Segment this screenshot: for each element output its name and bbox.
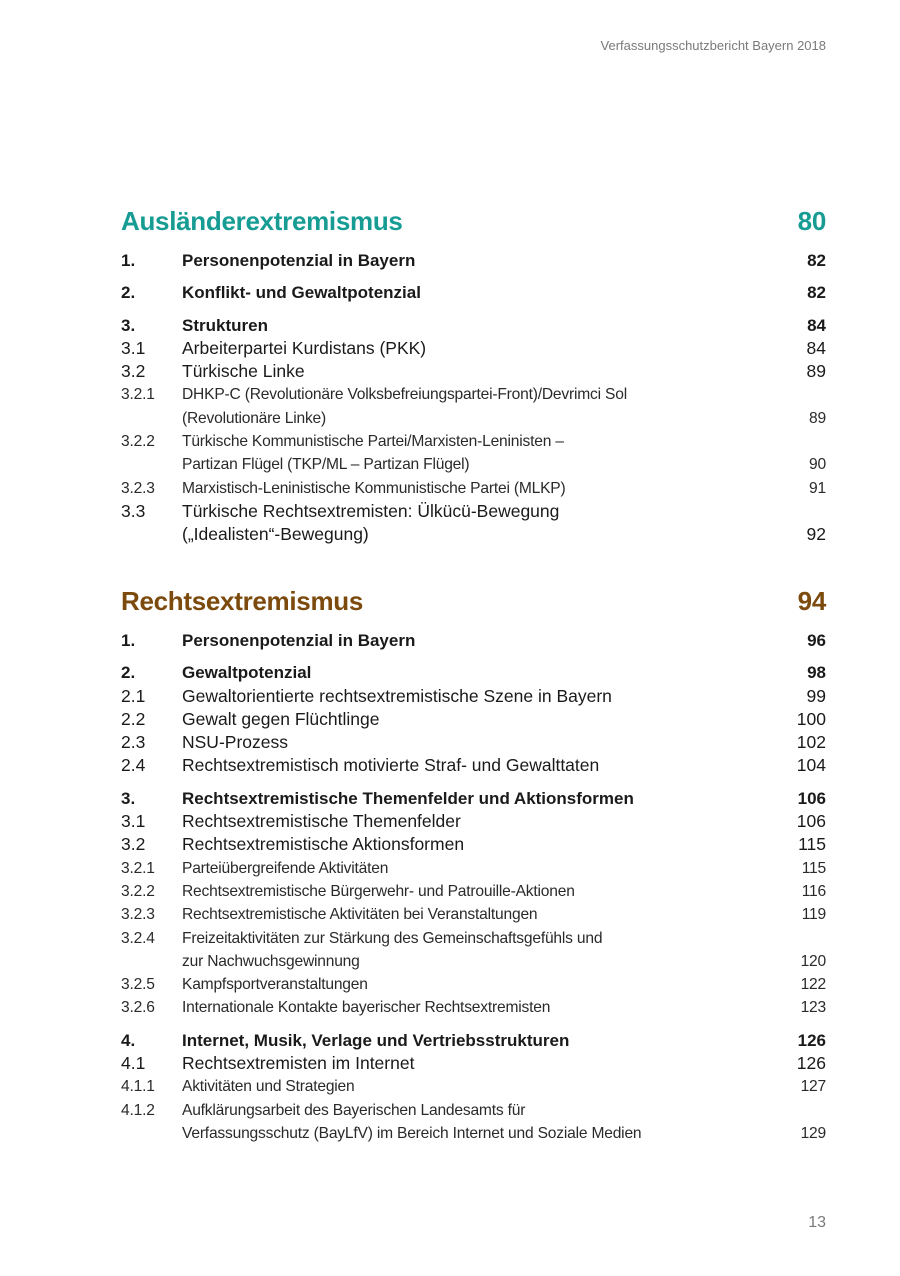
toc-entry[interactable] [121, 973, 826, 996]
entry-page: 82 [807, 251, 826, 270]
toc-entry[interactable] [121, 1099, 826, 1146]
entry-title-line: Rechtsextremisten im Internet [182, 1053, 415, 1074]
entry-title-line: Türkische Rechtsextremisten: Ülkücü-Bewegung [182, 500, 560, 521]
toc-group [121, 249, 826, 272]
entry-title [182, 857, 766, 880]
entry-title [182, 810, 766, 833]
entry-page: 99 [806, 685, 826, 706]
entry-title [182, 973, 766, 996]
entry-title [182, 661, 766, 684]
toc-entry[interactable] [121, 629, 826, 652]
entry-title-line: Rechtsextremistische Bürgerwehr- und Patrouille-Aktionen [182, 882, 575, 900]
toc-entry[interactable] [121, 754, 826, 777]
entry-number: 3.1 [121, 811, 146, 832]
toc-entry[interactable] [121, 810, 826, 833]
entry-title [182, 314, 766, 337]
entry-title [182, 927, 766, 974]
toc-entry[interactable] [121, 880, 826, 903]
entry-title-line: Personenpotenzial in Bayern [182, 631, 416, 650]
entry-title [182, 383, 766, 430]
entry-title-line: (Revolutionäre Linke) [182, 409, 327, 427]
entry-title [182, 500, 766, 547]
entry-number: 4. [121, 1030, 136, 1050]
entry-title-line: Konflikt- und Gewaltpotenzial [182, 283, 421, 303]
entry-number: 4.1.2 [121, 1101, 155, 1119]
entry-number: 3. [121, 788, 136, 808]
toc-entry[interactable] [121, 833, 826, 856]
entry-title [182, 685, 766, 708]
entry-page: 102 [796, 732, 826, 753]
entry-page: 127 [800, 1078, 826, 1096]
entry-number: 3.2.4 [121, 929, 155, 947]
entry-number: 4.1 [121, 1053, 146, 1074]
entry-page: 89 [809, 409, 826, 427]
entry-title-line: Internationale Kontakte bayerischer Rechtsextremisten [182, 999, 551, 1017]
entry-title [182, 1052, 766, 1075]
entry-number: 1. [121, 251, 136, 270]
entry-title [182, 430, 766, 477]
toc-entry[interactable] [121, 661, 826, 684]
section-page: 94 [797, 586, 826, 616]
entry-title-line: Strukturen [182, 315, 268, 335]
entry-title-line: Rechtsextremistische Aktivitäten bei Veranstaltungen [182, 906, 538, 924]
entry-number: 3.2.5 [121, 976, 155, 994]
entry-page: 106 [796, 811, 826, 832]
entry-title-line: Rechtsextremistische Aktionsformen [182, 834, 465, 855]
entry-number: 3.2.3 [121, 479, 155, 497]
section-heading[interactable] [121, 584, 826, 618]
entry-title [182, 1029, 766, 1052]
toc-entry[interactable] [121, 927, 826, 974]
entry-number: 3.3 [121, 500, 146, 521]
entry-title-line: Parteiübergreifende Aktivitäten [182, 859, 389, 877]
section-heading[interactable] [121, 204, 826, 238]
entry-title [182, 787, 766, 810]
entry-page: 84 [807, 315, 826, 335]
entry-title-line: Freizeitaktivitäten zur Stärkung des Gemeinschaftsgefühls und [182, 929, 603, 947]
entry-page: 89 [806, 361, 826, 382]
toc-entry[interactable] [121, 500, 826, 547]
entry-title-line: Arbeiterpartei Kurdistans (PKK) [182, 337, 427, 358]
toc-entry[interactable] [121, 430, 826, 477]
toc-entry[interactable] [121, 857, 826, 880]
entry-page: 119 [801, 906, 826, 924]
toc-entry[interactable] [121, 1029, 826, 1052]
toc-group [121, 787, 826, 1020]
entry-title-line: Rechtsextremistisch motivierte Straf- und Gewalttaten [182, 755, 600, 776]
entry-title [182, 360, 766, 383]
entry-number: 3.2.6 [121, 999, 155, 1017]
entry-title-line: zur Nachwuchsgewinnung [182, 952, 360, 970]
entry-page: 115 [798, 834, 826, 855]
section-title: Ausländerextremismus [121, 206, 403, 236]
entry-number: 2.3 [121, 732, 146, 753]
toc-group [121, 281, 826, 304]
toc-entry[interactable] [121, 249, 826, 272]
running-header: Verfassungsschutzbericht Bayern 2018 [600, 38, 826, 53]
entry-page: 96 [807, 631, 826, 650]
entry-page: 115 [801, 859, 826, 877]
entry-title [182, 477, 766, 500]
entry-number: 2. [121, 283, 136, 303]
entry-title-line: Kampfsportveranstaltungen [182, 976, 368, 994]
entry-title-line: Personenpotenzial in Bayern [182, 251, 416, 270]
entry-page: 100 [796, 708, 826, 729]
entry-title-line: („Idealisten“-Bewegung) [182, 524, 369, 545]
entry-title-line: Rechtsextremistische Themenfelder und Aktionsformen [182, 788, 634, 808]
entry-number: 2.2 [121, 708, 146, 729]
entry-page: 126 [796, 1053, 826, 1074]
entry-page: 84 [806, 337, 826, 358]
toc-group [121, 1029, 826, 1145]
entry-page: 116 [801, 882, 826, 900]
entry-title [182, 629, 766, 652]
entry-title-line: Gewaltpotenzial [182, 663, 312, 683]
toc-entry[interactable] [121, 787, 826, 810]
entry-number: 3.1 [121, 337, 146, 358]
toc-entry[interactable] [121, 685, 826, 708]
entry-title [182, 337, 766, 360]
toc-entry[interactable] [121, 337, 826, 360]
entry-title-line: Verfassungsschutz (BayLfV) im Bereich Internet und Soziale Medien [182, 1124, 642, 1142]
section-title: Rechtsextremismus [121, 586, 364, 616]
toc-section-rechtsextremismus [121, 584, 826, 1154]
entry-page: 90 [809, 456, 826, 474]
entry-title-line: Internet, Musik, Verlage und Vertriebsstrukturen [182, 1030, 570, 1050]
entry-title [182, 1075, 766, 1098]
toc-entry[interactable] [121, 996, 826, 1019]
entry-number: 3.2.2 [121, 882, 155, 900]
toc-entry[interactable] [121, 1052, 826, 1075]
entry-title-line: Türkische Linke [182, 361, 305, 382]
entry-title-line: NSU-Prozess [182, 732, 288, 753]
entry-title [182, 731, 766, 754]
entry-page: 122 [800, 976, 826, 994]
entry-title [182, 281, 766, 304]
toc-entry[interactable] [121, 731, 826, 754]
toc-group [121, 661, 826, 777]
entry-page: 126 [797, 1030, 826, 1050]
toc-section-auslaenderextremismus [121, 204, 826, 556]
entry-title [182, 833, 766, 856]
entry-title-line: Marxistisch-Leninistische Kommunistische Partei (MLKP) [182, 479, 566, 497]
entry-title [182, 754, 766, 777]
entry-number: 3.2.1 [121, 859, 155, 877]
toc-entry[interactable] [121, 281, 826, 304]
entry-title [182, 903, 766, 926]
entry-title-line: Aktivitäten und Strategien [182, 1078, 355, 1096]
entry-title [182, 708, 766, 731]
section-page: 80 [797, 206, 826, 236]
entry-title [182, 1099, 766, 1146]
entry-number: 2.4 [121, 755, 146, 776]
entry-title-line: Rechtsextremistische Themenfelder [182, 811, 461, 832]
entry-page: 104 [796, 755, 826, 776]
entry-title-line: Gewaltorientierte rechtsextremistische Szene in Bayern [182, 685, 612, 706]
entry-number: 3.2 [121, 834, 146, 855]
entry-page: 91 [809, 479, 826, 497]
toc-entry[interactable] [121, 314, 826, 337]
entry-title-line: Gewalt gegen Flüchtlinge [182, 708, 380, 729]
entry-number: 1. [121, 631, 136, 650]
entry-title-line: Partizan Flügel (TKP/ML – Partizan Flügel) [182, 456, 470, 474]
entry-page: 123 [800, 999, 826, 1017]
entry-number: 3.2.1 [121, 386, 155, 404]
entry-title [182, 996, 766, 1019]
toc-entry[interactable] [121, 1075, 826, 1098]
entry-number: 3.2 [121, 361, 146, 382]
entry-page: 129 [800, 1124, 826, 1142]
toc-group [121, 629, 826, 652]
toc-group [121, 314, 826, 547]
toc-entry[interactable] [121, 477, 826, 500]
entry-number: 2. [121, 663, 136, 683]
entry-page: 82 [807, 283, 826, 303]
entry-number: 3. [121, 315, 136, 335]
entry-page: 98 [807, 663, 826, 683]
entry-number: 3.2.2 [121, 433, 155, 451]
entry-title [182, 880, 766, 903]
entry-number: 2.1 [121, 685, 146, 706]
toc-entry[interactable] [121, 708, 826, 731]
entry-title-line: Aufklärungsarbeit des Bayerischen Landesamts für [182, 1101, 526, 1119]
toc-entry[interactable] [121, 360, 826, 383]
entry-title-line: DHKP-C (Revolutionäre Volksbefreiungspartei-Front)/Devrimci Sol [182, 386, 627, 404]
toc-entry[interactable] [121, 383, 826, 430]
entry-page: 120 [800, 952, 826, 970]
page-number: 13 [808, 1214, 826, 1231]
entry-number: 3.2.3 [121, 906, 155, 924]
entry-number: 4.1.1 [121, 1078, 155, 1096]
toc-entry[interactable] [121, 903, 826, 926]
entry-page: 92 [806, 524, 826, 545]
entry-title [182, 249, 766, 272]
entry-page: 106 [797, 788, 826, 808]
entry-title-line: Türkische Kommunistische Partei/Marxisten-Leninisten – [182, 433, 564, 451]
